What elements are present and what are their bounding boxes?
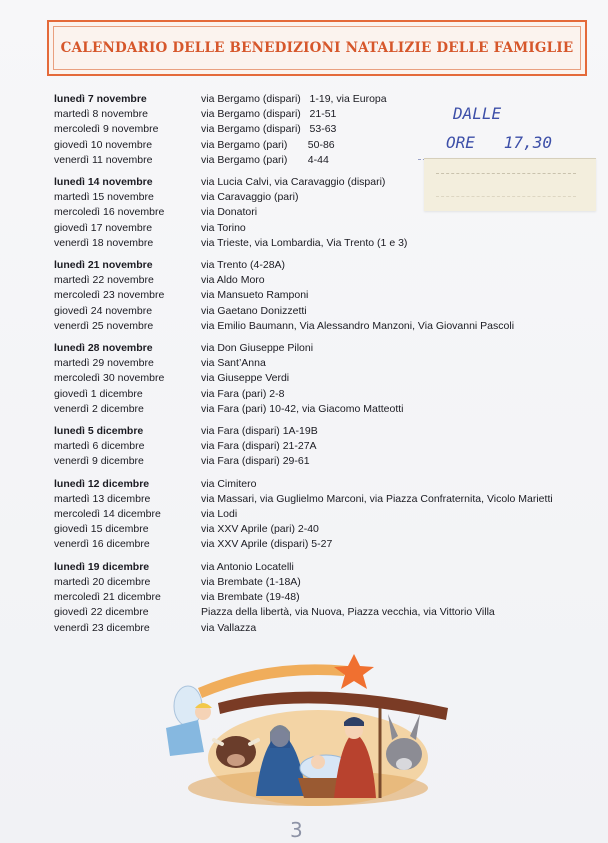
schedule-streets: via Fara (pari) 10-42, via Giacomo Matteotti xyxy=(201,402,404,415)
schedule-streets: via Bergamo (pari) 4-44 xyxy=(201,153,329,166)
schedule-day: venerdì 2 dicembre xyxy=(54,402,144,415)
schedule-row xyxy=(54,273,594,288)
schedule-day: giovedì 24 novembre xyxy=(54,304,153,317)
schedule-row xyxy=(54,492,594,507)
schedule-streets: via Aldo Moro xyxy=(201,274,265,287)
schedule-day: lunedì 28 novembre xyxy=(54,342,153,355)
schedule-streets: via Vallazza xyxy=(201,621,257,634)
schedule-row xyxy=(54,537,594,552)
sticky-note-scribble xyxy=(436,173,576,197)
schedule-day: mercoledì 14 dicembre xyxy=(54,508,161,521)
schedule-streets: via Sant’Anna xyxy=(201,357,266,370)
schedule-day: mercoledì 9 novembre xyxy=(54,123,159,136)
week-group xyxy=(54,560,594,636)
schedule-row xyxy=(54,439,594,454)
schedule-row xyxy=(54,560,594,575)
schedule-streets: via XXV Aprile (pari) 2-40 xyxy=(201,523,319,536)
schedule-day: giovedì 1 dicembre xyxy=(54,387,143,400)
schedule-row xyxy=(54,371,594,386)
schedule-day: venerdì 16 dicembre xyxy=(54,538,150,551)
schedule-streets: via Trieste, via Lombardia, Via Trento (1 e 3) xyxy=(201,236,408,249)
schedule-streets: via Mansueto Ramponi xyxy=(201,289,309,302)
schedule-streets: via Massari, via Guglielmo Marconi, via Piazza Confraternita, Vicolo Marietti xyxy=(201,492,553,505)
schedule-streets: via Torino xyxy=(201,221,246,234)
schedule-row xyxy=(54,319,594,334)
schedule-streets: via Lodi xyxy=(201,508,238,521)
week-group xyxy=(54,477,594,553)
schedule-day: venerdì 25 novembre xyxy=(54,319,154,332)
schedule-row xyxy=(54,454,594,469)
handwritten-note-line2: ORE 17,30 xyxy=(446,133,552,152)
page-title: CALENDARIO DELLE BENEDIZIONI NATALIZIE DELLE FAMIGLIE xyxy=(60,40,574,56)
schedule-day: giovedì 22 dicembre xyxy=(54,606,149,619)
schedule-day: giovedì 17 novembre xyxy=(54,221,153,234)
schedule-streets: via Bergamo (dispari) 21-51 xyxy=(201,108,337,121)
schedule-row xyxy=(54,356,594,371)
schedule-day: martedì 15 novembre xyxy=(54,191,154,204)
handwritten-note-line1: DALLE xyxy=(453,104,502,123)
sticky-note xyxy=(424,158,596,211)
title-frame xyxy=(47,20,587,76)
schedule-streets: via Cimitero xyxy=(201,477,257,490)
week-group xyxy=(54,424,594,470)
schedule-row xyxy=(54,92,594,107)
schedule-row xyxy=(54,477,594,492)
schedule-day: lunedì 12 dicembre xyxy=(54,477,150,490)
schedule-streets: via Lucia Calvi, via Caravaggio (dispari) xyxy=(201,176,386,189)
schedule-day: venerdì 18 novembre xyxy=(54,236,154,249)
schedule-row xyxy=(54,424,594,439)
schedule-day: venerdì 11 novembre xyxy=(54,153,153,166)
schedule-day: martedì 20 dicembre xyxy=(54,575,151,588)
schedule-row xyxy=(54,236,594,251)
schedule-row xyxy=(54,304,594,319)
schedule-row xyxy=(54,107,594,122)
schedule-streets: via Bergamo (dispari) 1-19, via Europa xyxy=(201,93,387,105)
schedule-streets: via Bergamo (dispari) 53-63 xyxy=(201,123,337,136)
schedule-streets: via XXV Aprile (dispari) 5-27 xyxy=(201,538,333,551)
schedule-streets: via Donatori xyxy=(201,206,258,219)
schedule-streets: via Bergamo (pari) 50-86 xyxy=(201,138,335,151)
schedule-row xyxy=(54,621,594,636)
schedule-row xyxy=(54,341,594,356)
schedule-streets: via Brembate (1-18A) xyxy=(201,575,301,588)
schedule-day: martedì 13 dicembre xyxy=(54,492,151,505)
week-group xyxy=(54,341,594,417)
nativity-illustration xyxy=(158,648,458,808)
schedule-day: martedì 29 novembre xyxy=(54,357,154,370)
schedule-row xyxy=(54,507,594,522)
schedule-day: lunedì 21 novembre xyxy=(54,259,153,272)
week-group xyxy=(54,258,594,334)
schedule-streets: via Giuseppe Verdi xyxy=(201,372,290,385)
schedule-streets: via Trento (4-28A) xyxy=(201,259,286,272)
schedule-streets: via Don Giuseppe Piloni xyxy=(201,342,314,355)
schedule-row xyxy=(54,575,594,590)
schedule-streets: via Gaetano Donizzetti xyxy=(201,304,307,317)
schedule-day: giovedì 15 dicembre xyxy=(54,523,149,536)
schedule-day: lunedì 14 novembre xyxy=(54,176,153,189)
schedule-row xyxy=(54,258,594,273)
schedule-streets: via Caravaggio (pari) xyxy=(201,191,299,204)
schedule-row xyxy=(54,221,594,236)
schedule-day: lunedì 5 dicembre xyxy=(54,425,144,438)
schedule-streets: via Fara (pari) 2-8 xyxy=(201,387,285,400)
schedule-row xyxy=(54,522,594,537)
schedule-day: venerdì 9 dicembre xyxy=(54,455,144,468)
schedule-day: mercoledì 30 novembre xyxy=(54,372,165,385)
schedule-streets: via Fara (dispari) 29-61 xyxy=(201,455,310,468)
schedule-row xyxy=(54,387,594,402)
schedule-streets: via Brembate (19-48) xyxy=(201,591,300,604)
schedule-row xyxy=(54,402,594,417)
schedule-row xyxy=(54,590,594,605)
schedule-streets: via Fara (dispari) 1A-19B xyxy=(201,425,318,438)
schedule-streets: via Emilio Baumann, Via Alessandro Manzoni, Via Giovanni Pascoli xyxy=(201,319,515,332)
schedule-day: martedì 8 novembre xyxy=(54,108,148,121)
schedule-day: mercoledì 21 dicembre xyxy=(54,591,161,604)
schedule-day: martedì 6 dicembre xyxy=(54,440,145,453)
schedule-streets: via Fara (dispari) 21-27A xyxy=(201,440,317,453)
schedule-day: mercoledì 16 novembre xyxy=(54,206,165,219)
page-number: 3 xyxy=(290,818,303,842)
schedule-row xyxy=(54,605,594,620)
schedule-day: lunedì 19 dicembre xyxy=(54,560,150,573)
schedule-day: mercoledì 23 novembre xyxy=(54,289,165,302)
title-inner-frame xyxy=(53,26,581,70)
schedule-day: martedì 22 novembre xyxy=(54,274,154,287)
week-group xyxy=(54,92,594,168)
schedule-row xyxy=(54,288,594,303)
schedule-streets: via Antonio Locatelli xyxy=(201,560,294,573)
schedule-day: lunedì 7 novembre xyxy=(54,93,147,105)
schedule-streets: Piazza della libertà, via Nuova, Piazza vecchia, via Vittorio Villa xyxy=(201,606,495,619)
schedule-day: venerdì 23 dicembre xyxy=(54,621,150,634)
schedule-day: giovedì 10 novembre xyxy=(54,138,153,151)
